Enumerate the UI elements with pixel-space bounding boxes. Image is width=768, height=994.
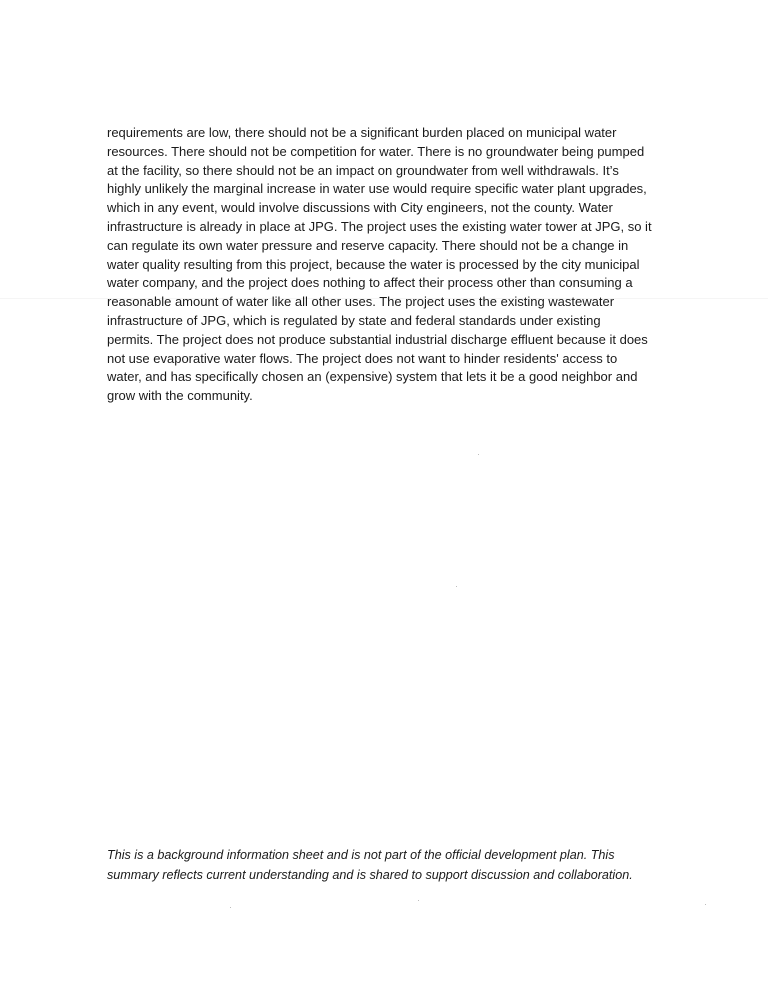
body-line: at the facility, so there should not be an impact on groundwater from well withdrawals. It’s xyxy=(107,162,619,178)
scan-speck xyxy=(705,904,706,905)
body-line: requirements are low, there should not be a significant burden placed on municipal water xyxy=(107,125,617,140)
body-line: highly unlikely the marginal increase in water use would require specific water plant upgrades, xyxy=(107,181,647,197)
body-line: water company, and the project does nothing to affect their process other than consuming a xyxy=(107,275,633,291)
body-line: water, and has specifically chosen an (expensive) system that lets it be a good neighbor and xyxy=(107,369,638,385)
body-line: reasonable amount of water like all other uses. The project uses the existing wastewater xyxy=(107,294,615,310)
body-line: not use evaporative water flows. The project does not want to hinder residents' access to xyxy=(107,350,618,366)
body-line: resources. There should not be competition for water. There is no groundwater being pumped xyxy=(107,143,645,159)
body-line: infrastructure of JPG, which is regulated by state and federal standards under existing xyxy=(107,312,601,328)
scan-speck xyxy=(230,907,231,908)
body-line: permits. The project does not produce substantial industrial discharge effluent because it does xyxy=(107,331,648,347)
body-paragraph xyxy=(107,124,667,406)
disclaimer-line: This is a background information sheet and is not part of the official development plan. This xyxy=(107,848,615,862)
disclaimer-note xyxy=(107,846,677,885)
scan-speck xyxy=(456,586,457,587)
body-line: infrastructure is already in place at JPG. The project uses the existing water tower at JPG, so it xyxy=(107,218,652,234)
disclaimer-line: summary reflects current understanding and is shared to support discussion and collaboration. xyxy=(107,867,633,882)
body-line: which in any event, would involve discussions with City engineers, not the county. Water xyxy=(107,200,613,216)
scan-speck xyxy=(478,454,479,455)
body-line: can regulate its own water pressure and reserve capacity. There should not be a change in xyxy=(107,237,629,253)
scan-speck xyxy=(418,900,419,901)
body-line: grow with the community. xyxy=(107,388,253,404)
body-line: water quality resulting from this project, because the water is processed by the city municipal xyxy=(107,256,640,272)
